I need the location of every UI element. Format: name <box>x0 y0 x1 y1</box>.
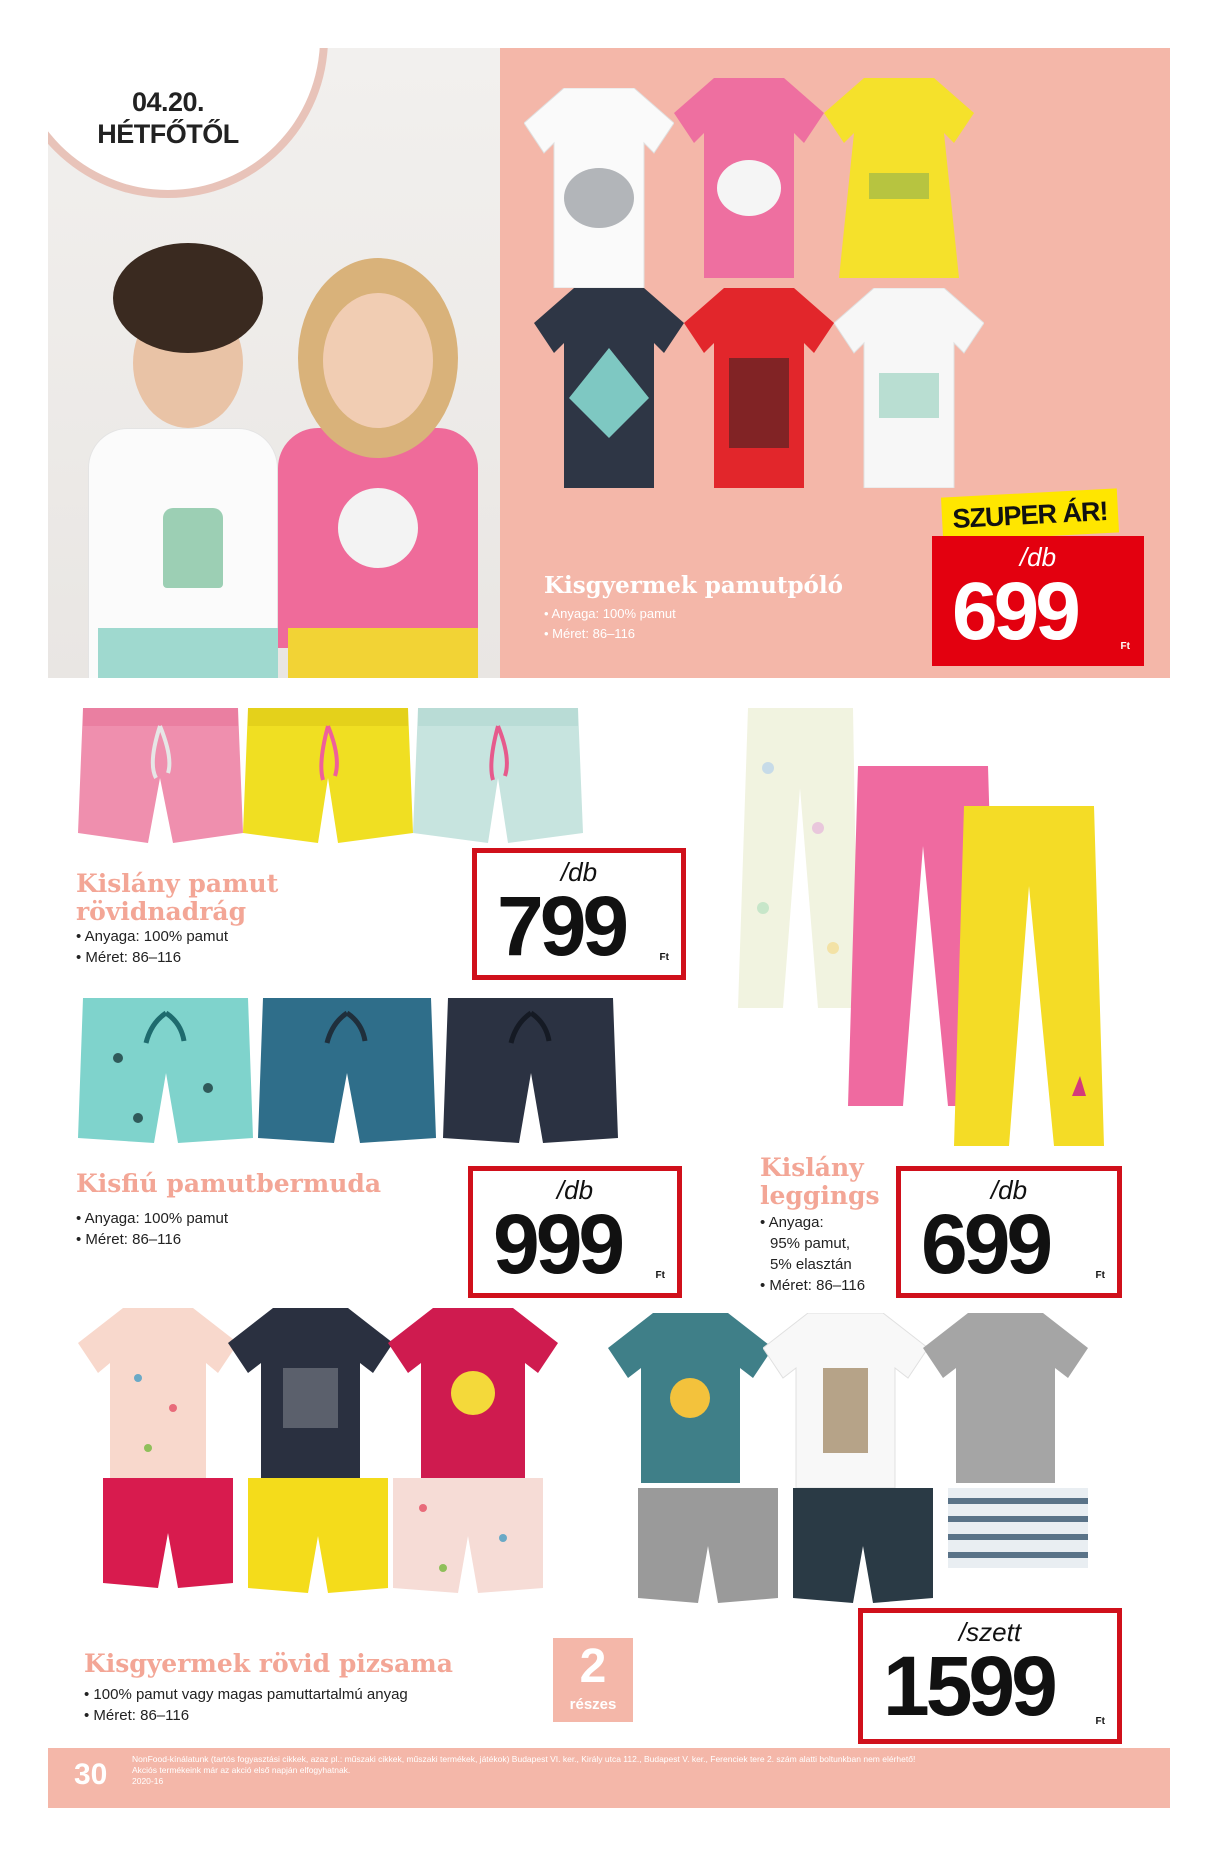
tshirt-white-toucan <box>524 88 674 288</box>
bermuda-mint <box>78 998 253 1148</box>
price-box <box>858 1608 1122 1744</box>
price-value: 1599 <box>883 1639 1054 1733</box>
pieces-number: 2 <box>579 1640 607 1693</box>
pajama-top-red <box>388 1308 558 1478</box>
pajama-top-teal <box>608 1313 773 1483</box>
bermuda-navy <box>443 998 618 1148</box>
price-box <box>472 848 686 980</box>
price-currency: Ft <box>659 952 669 963</box>
tshirt-white-cactus <box>834 288 984 488</box>
footer <box>48 1748 1170 1808</box>
girl-model <box>258 168 498 678</box>
pajama-shorts-yellow <box>248 1478 388 1593</box>
leaflet-page <box>48 48 1170 1808</box>
tshirt-pink-elephant <box>674 78 824 278</box>
product-spec: • 100% pamut vagy magas pamuttartalmú anyag • Méret: 86–116 <box>84 1686 408 1724</box>
page-number: 30 <box>74 1758 108 1791</box>
price-unit: /db <box>556 1175 594 1205</box>
shorts-mint <box>413 708 583 848</box>
boy-model <box>58 208 288 678</box>
hero-photo <box>48 48 500 678</box>
product-spec: • Anyaga: 95% pamut, 5% elasztán • Méret: 86–116 <box>760 1214 866 1294</box>
price-tag <box>932 536 1144 666</box>
product-spec: • Anyaga: 100% pamut • Méret: 86–116 <box>76 928 229 966</box>
pajama-shorts-navy <box>793 1488 933 1603</box>
product-spec: • Méret: 86–116 <box>544 626 636 641</box>
tshirt-navy-print <box>534 288 684 488</box>
price-unit: /db <box>560 857 598 887</box>
product-title: Kisgyermek pamutpóló <box>544 572 843 599</box>
price-currency: Ft <box>655 1270 665 1281</box>
super-price-label: SZUPER ÁR! <box>951 495 1109 534</box>
price-unit: /db <box>990 1175 1028 1205</box>
day-text: HÉTFŐTŐL <box>97 119 239 149</box>
product-title: Kislány pamut rövidnadrág <box>76 869 279 926</box>
tshirt-yellow-smile <box>824 78 974 278</box>
price-box <box>468 1166 682 1298</box>
product-title: Kisgyermek rövid pizsama <box>84 1649 453 1678</box>
price-unit: /szett <box>958 1617 1022 1647</box>
price-unit: /db <box>1019 542 1057 572</box>
price-box <box>896 1166 1122 1298</box>
price-value: 699 <box>921 1197 1050 1291</box>
price-value: 799 <box>497 879 626 973</box>
shorts-pink <box>78 708 243 848</box>
product-spec: • Anyaga: 100% pamut <box>544 606 676 621</box>
pieces-label: részes <box>569 1696 617 1713</box>
pajama-shorts-floral <box>393 1478 543 1593</box>
price-currency: Ft <box>1120 641 1130 652</box>
price-value: 999 <box>493 1197 622 1291</box>
pieces-badge <box>553 1638 633 1722</box>
footer-note: NonFood-kínálatunk (tartós fogyasztási cikkek, azaz pl.: műszaki cikkek, műszaki termékek, játékok) Budapest VI. ker., Király utca 112., Budapest V. ker., Ferenciek tere 2. szám alatti boltunkban nem elérhető! Akciós termékeink már az akció első napján elfogyhatnak. 2020-16 <box>132 1754 916 1786</box>
pajama-top-white <box>763 1313 928 1488</box>
pajama-top-grey <box>923 1313 1088 1483</box>
pajama-top-navy <box>228 1308 393 1483</box>
price-currency: Ft <box>1095 1270 1105 1281</box>
product-title: Kislány leggings <box>760 1153 880 1210</box>
price-value: 699 <box>952 566 1077 657</box>
pajama-shorts-grey <box>638 1488 778 1603</box>
price-currency: Ft <box>1095 1716 1105 1727</box>
bermuda-blue <box>258 998 436 1148</box>
pajama-shorts-red <box>103 1478 233 1588</box>
shorts-yellow <box>243 708 413 848</box>
product-title: Kisfiú pamutbermuda <box>76 1169 382 1198</box>
pajama-top-floral <box>78 1308 238 1478</box>
leggings-floral <box>738 708 858 1008</box>
product-spec: • Anyaga: 100% pamut • Méret: 86–116 <box>76 1210 229 1248</box>
tshirt-panel <box>500 48 1170 678</box>
pajama-shorts-striped <box>948 1488 1088 1568</box>
super-price-tag <box>941 488 1119 541</box>
tshirt-red-cool <box>684 288 834 488</box>
date-text: 04.20. <box>131 87 205 117</box>
leggings-yellow <box>954 806 1104 1146</box>
